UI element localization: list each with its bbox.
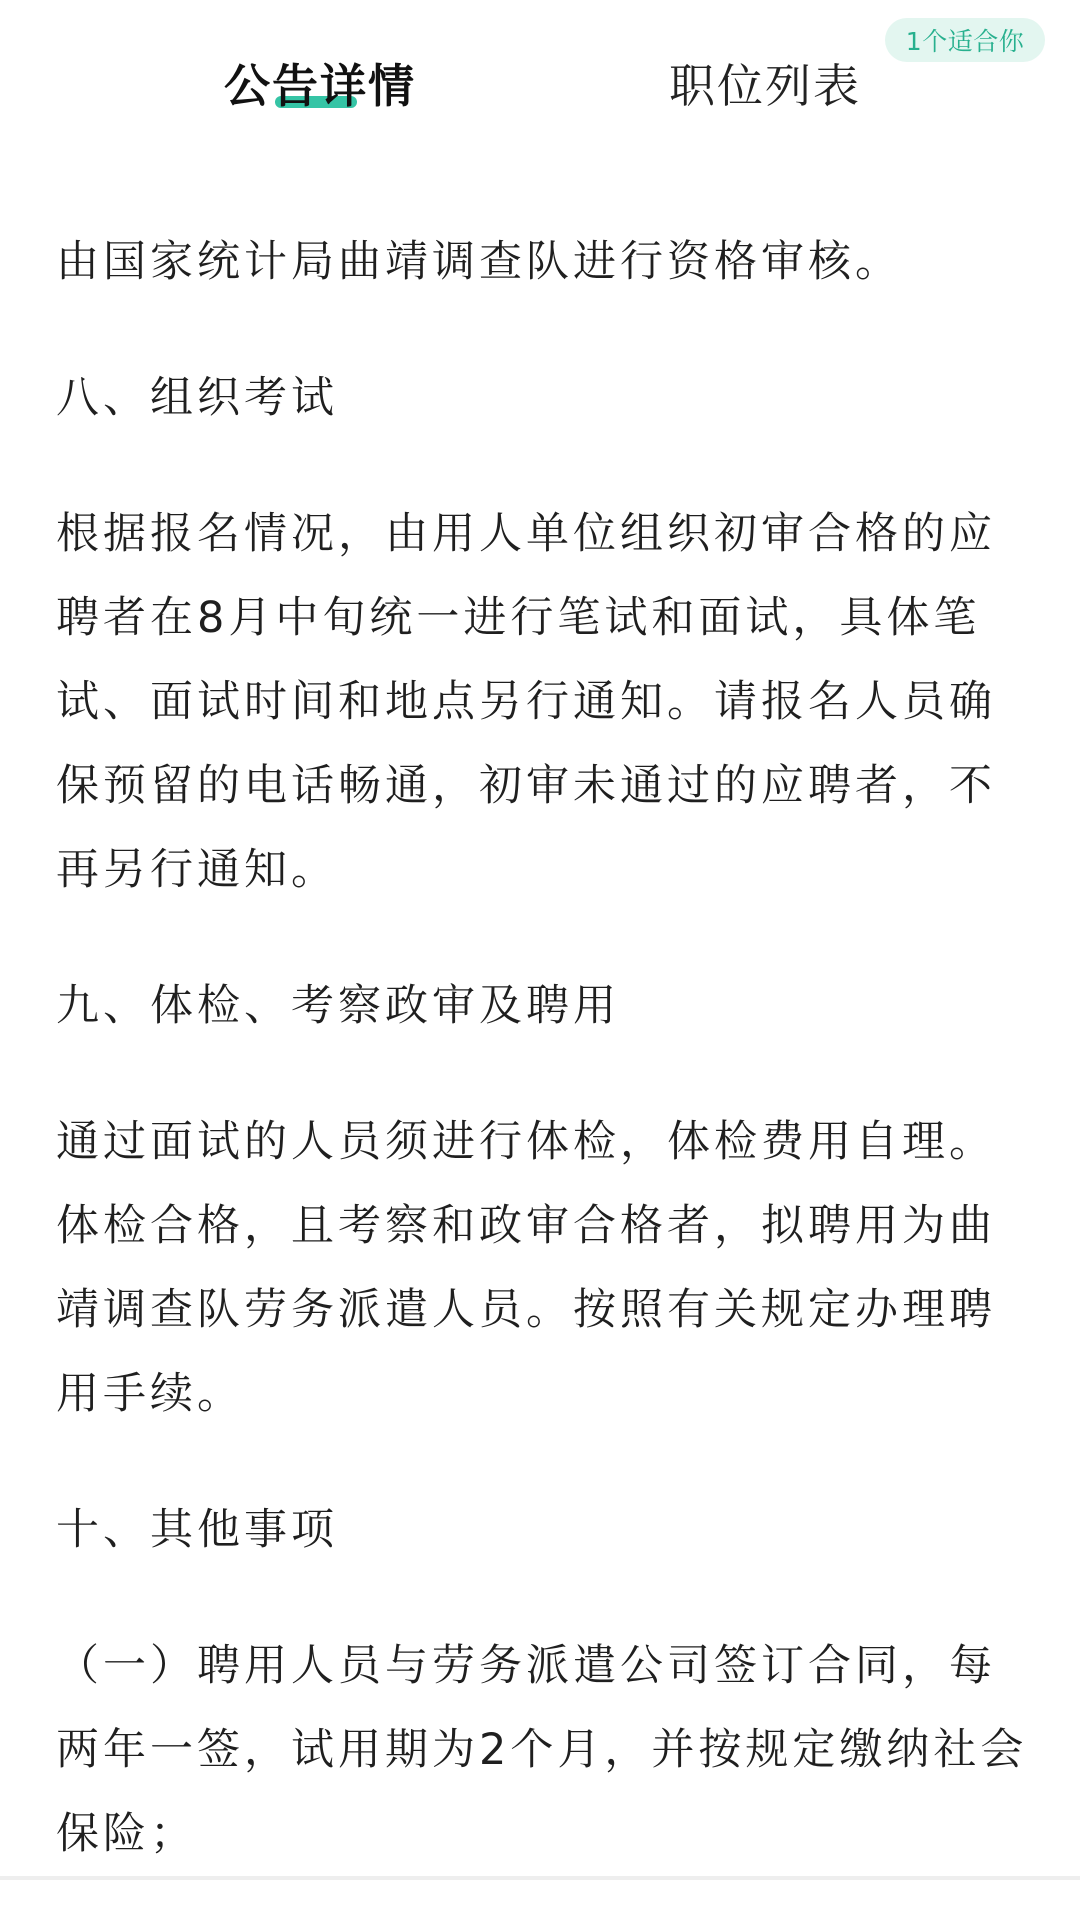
section-heading-other: 十、其他事项: [56, 1505, 338, 1555]
match-count-badge[interactable]: 1个适合你: [885, 18, 1045, 62]
section-heading-exam: 八、组织考试: [56, 373, 338, 423]
paragraph-other-1: （一）聘用人员与劳务派遣公司签订合同，每两年一签，试用期为2个月，并按规定缴纳社会保险；: [56, 1641, 1028, 1859]
paragraph-exam: 根据报名情况，由用人单位组织初审合格的应聘者在8月中旬统一进行笔试和面试，具体笔试、面试时间和地点另行通知。请报名人员确保预留的电话畅通，初审未通过的应聘者，不再另行通知。: [56, 509, 996, 895]
tab-announcement-detail[interactable]: [200, 48, 440, 118]
section-heading-medical: 九、体检、考察政审及聘用: [56, 981, 620, 1031]
tab-announcement-detail-label: 公告详情: [224, 59, 416, 113]
announcement-body: [56, 220, 1036, 1928]
tab-position-list-label: 职位列表: [669, 59, 861, 113]
paragraph-medical: 通过面试的人员须进行体检，体检费用自理。体检合格，且考察和政审合格者，拟聘用为曲靖调查队劳务派遣人员。按照有关规定办理聘用手续。: [56, 1117, 996, 1419]
paragraph-qualification-review: 由国家统计局曲靖调查队进行资格审核。: [56, 237, 902, 287]
bottom-divider: [0, 1876, 1080, 1880]
tab-position-list[interactable]: [645, 48, 885, 118]
tab-bar: [0, 0, 1080, 150]
